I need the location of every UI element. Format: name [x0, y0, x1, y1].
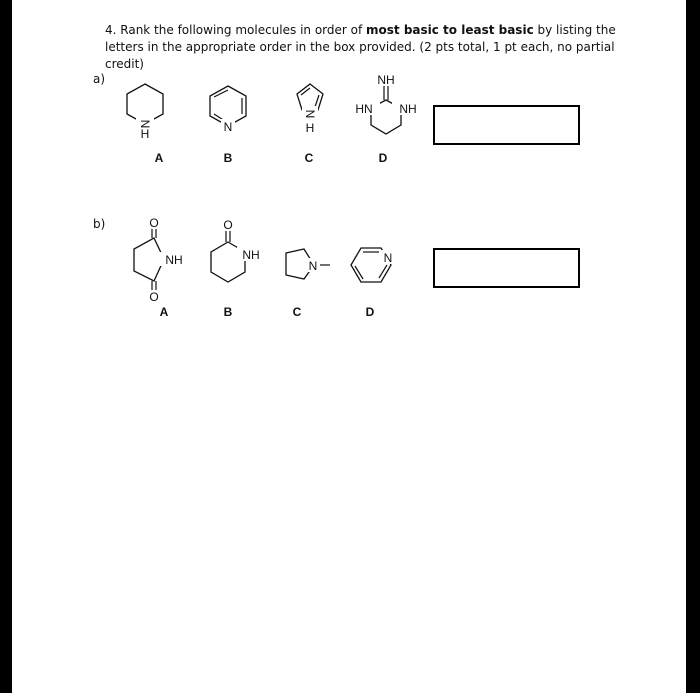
- a-mol-a-atom-n: N: [138, 119, 152, 129]
- b-mol-c-atom-n: N: [308, 259, 318, 273]
- molecule-d-pyridine: [349, 244, 397, 288]
- a-mol-d-atom-hn: HN: [355, 102, 373, 116]
- b-mol-b-atom-o: O: [223, 218, 233, 232]
- a-mol-c-atom-n: N: [303, 109, 317, 119]
- molecule-d-guanidine: [348, 70, 424, 146]
- a-mol-a-atom-h: H: [140, 127, 150, 141]
- molecule-a-succinimide: [122, 215, 192, 307]
- molecule-c-pyrrole: [294, 80, 328, 136]
- part-b-answer-box[interactable]: [433, 248, 580, 288]
- b-letter-a: A: [159, 305, 169, 319]
- b-letter-b: B: [223, 305, 233, 319]
- a-letter-a: A: [154, 151, 164, 165]
- b-mol-b-atom-nh: NH: [242, 248, 260, 262]
- molecule-b-pyridine: [205, 82, 255, 134]
- b-letter-c: C: [292, 305, 302, 319]
- a-letter-d: D: [378, 151, 388, 165]
- part-a-label: a): [93, 72, 106, 86]
- b-letter-d: D: [365, 305, 375, 319]
- part-b-label: b): [93, 217, 106, 231]
- b-mol-a-atom-o-top: O: [149, 216, 159, 230]
- molecule-c-methylpyrrolidine: [278, 245, 340, 285]
- a-letter-b: B: [223, 151, 233, 165]
- a-mol-d-atom-nh-right: NH: [399, 102, 417, 116]
- molecule-a-piperidine: [122, 80, 172, 140]
- a-letter-c: C: [304, 151, 314, 165]
- a-mol-c-atom-h: H: [305, 121, 315, 135]
- b-mol-a-atom-nh: NH: [165, 253, 183, 267]
- part-a-answer-box[interactable]: [433, 105, 580, 145]
- question-text: 4. Rank the following molecules in order of most basic to least basic by listing the letters in the appropriate order in the box provided. (2 pts total, 1 pt each, no partial credit): [105, 23, 616, 71]
- b-mol-d-atom-n: N: [383, 251, 393, 265]
- molecule-b-lactam: [204, 215, 278, 287]
- a-mol-b-atom-n: N: [223, 120, 233, 134]
- a-mol-d-atom-nh-top: NH: [377, 73, 395, 87]
- worksheet-page: [12, 0, 686, 693]
- b-mol-a-atom-o-bottom: O: [149, 290, 159, 304]
